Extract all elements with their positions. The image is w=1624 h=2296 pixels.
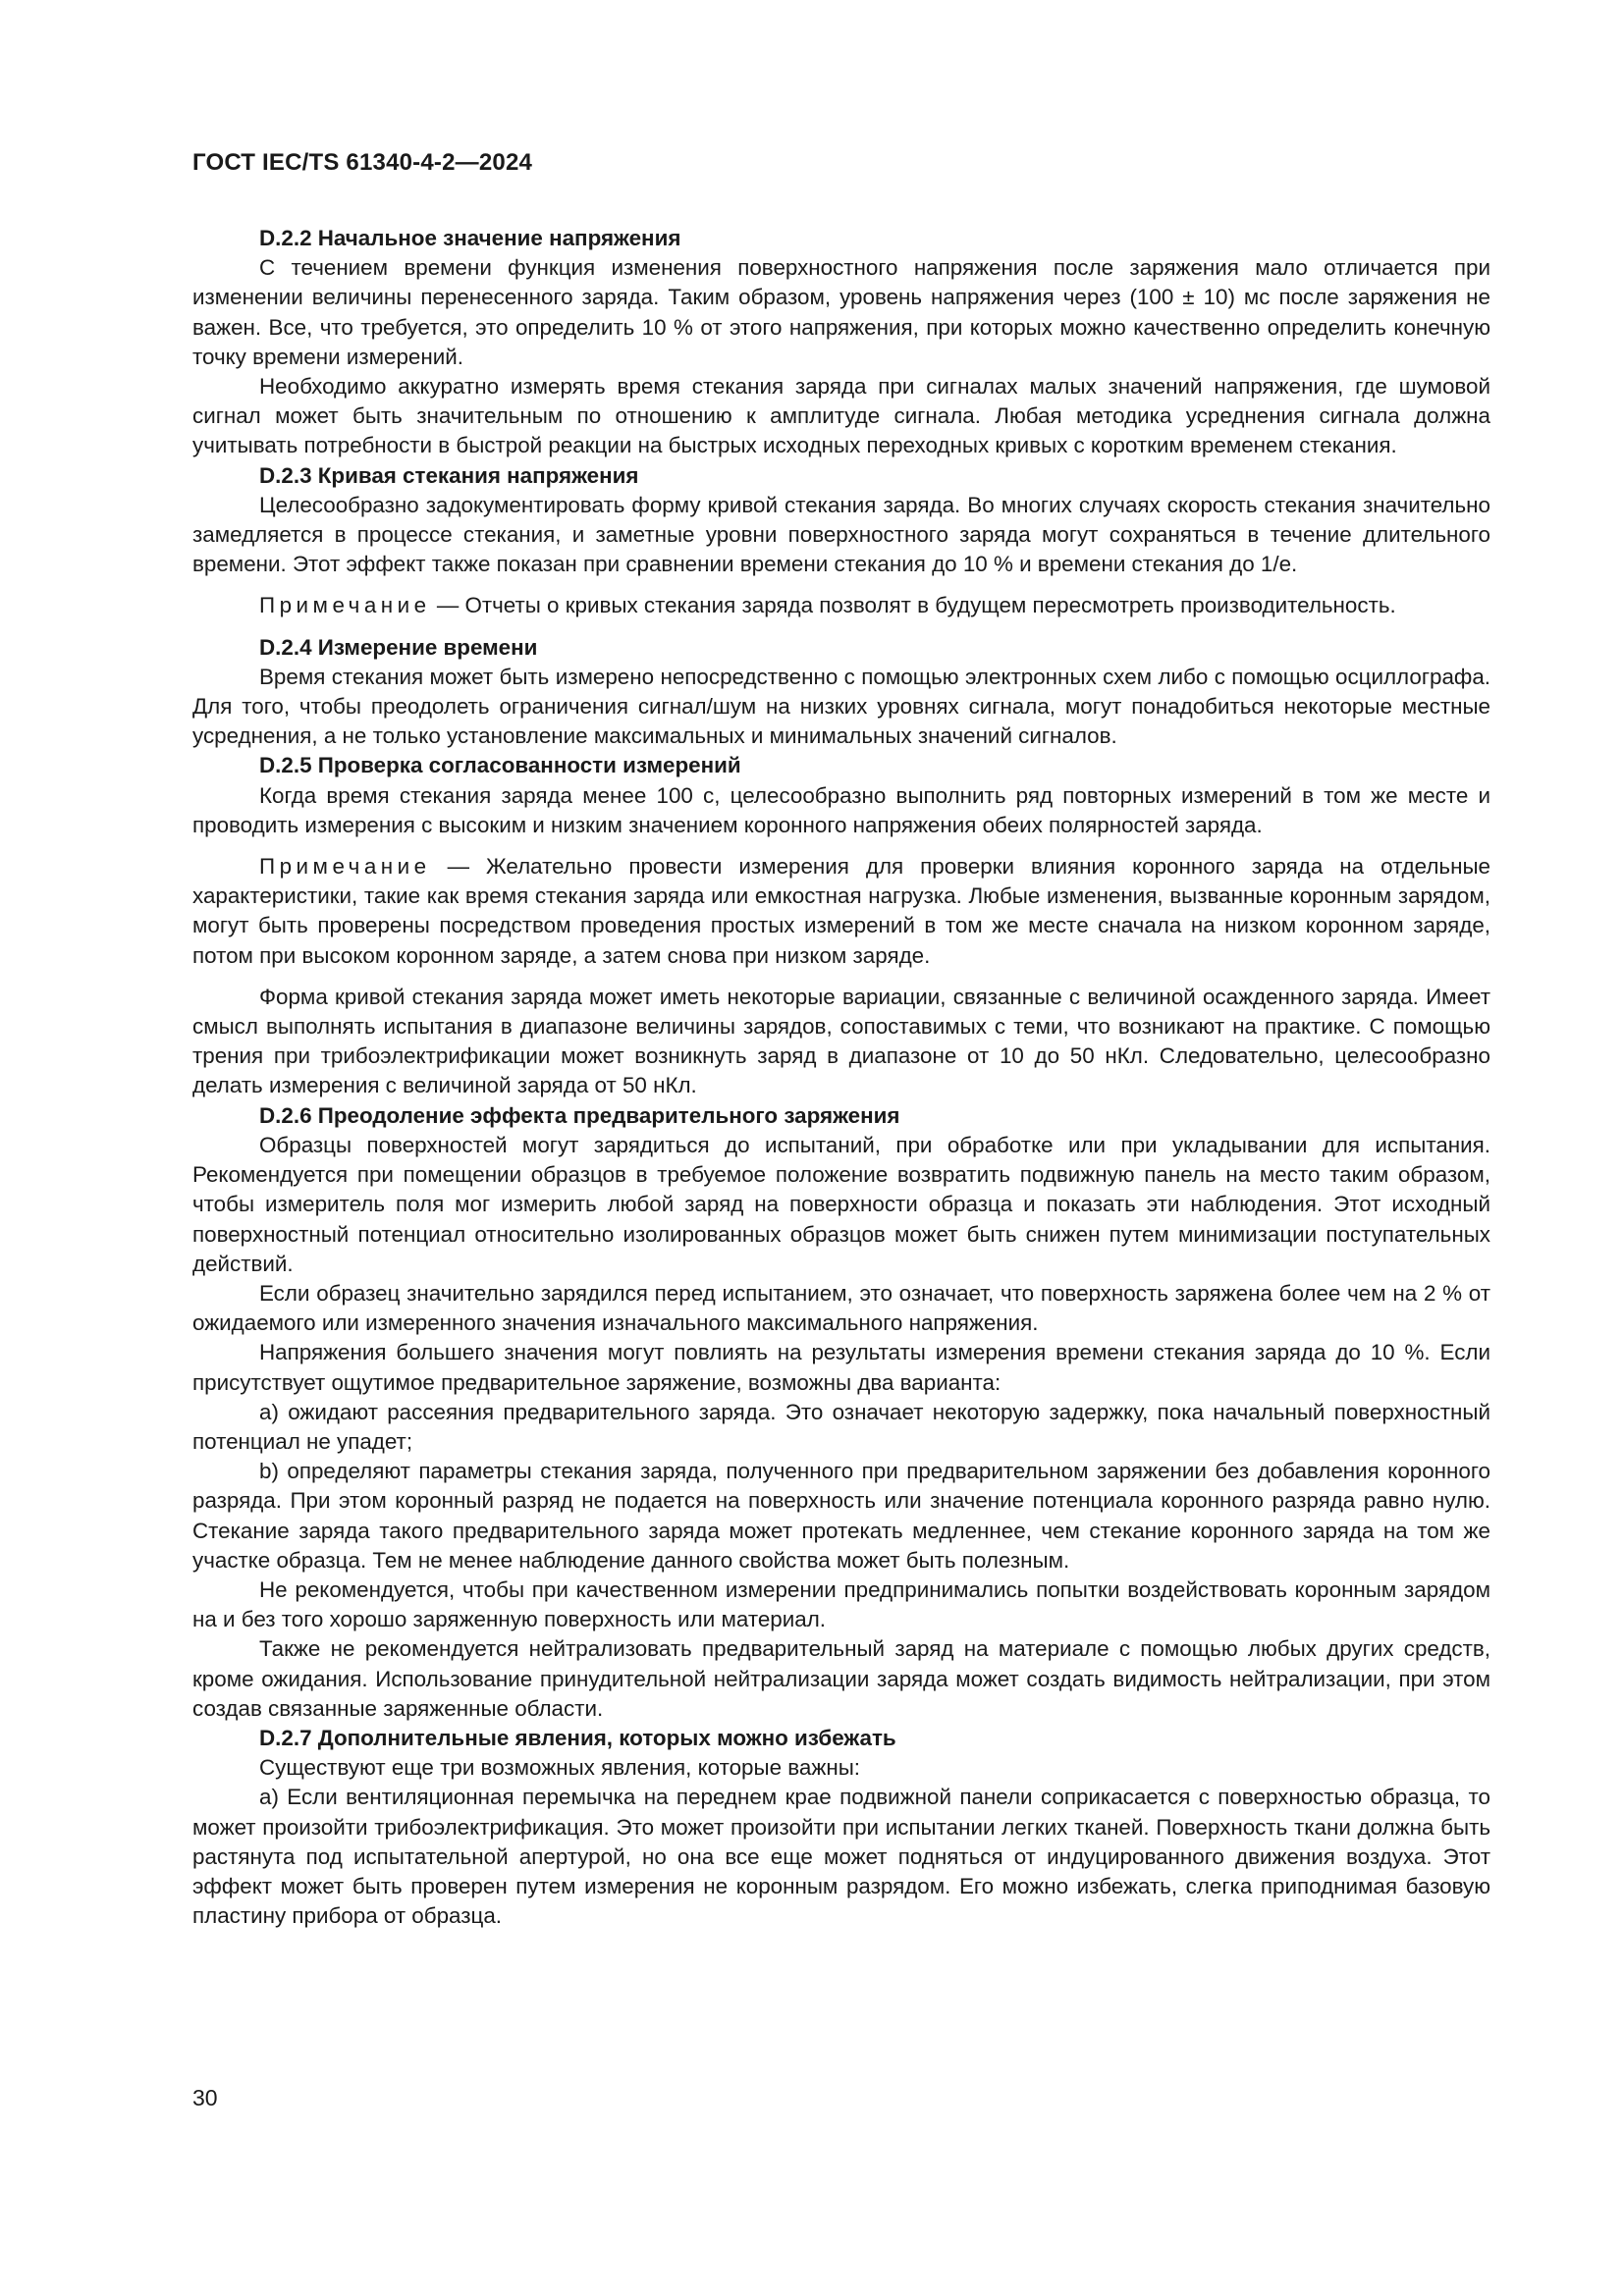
section-heading-d27: D.2.7 Дополнительные явления, которых можно избежать <box>259 1725 896 1750</box>
list-item: b) определяют параметры стекания заряда, полученного при предварительном заряжении без добавления коронного разряда. При этом коронный разряд не подается на поверхность или значение потенциала коронного разряда равно нулю. Стекание заряда такого предварительного заряда может протекать медленнее, чем стекание коронного заряда на том же участке образца. Тем не менее наблюдение данного свойства может быть полезным. <box>192 1459 1490 1573</box>
document-body <box>192 224 1490 1931</box>
paragraph: Образцы поверхностей могут зарядиться до испытаний, при обработке или при укладывании для испытания. Рекомендуется при помещении образцов в требуемое положение возвратить подвижную панель на место таким образом, чтобы измеритель поля мог измерить любой заряд на поверхности образца и показать эти наблюдения. Этот исходный поверхностный потенциал относительно изолированных образцов может быть снижен путем минимизации поступательных действий. <box>192 1132 1490 1276</box>
paragraph: Существуют еще три возможных явления, которые важны: <box>259 1755 861 1781</box>
paragraph: Напряжения большего значения могут повлиять на результаты измерения времени стекания заряда до 10 %. Если присутствует ощутимое предварительное заряжение, возможны два варианта: <box>192 1340 1490 1395</box>
section-heading-d26: D.2.6 Преодоление эффекта предварительного заряжения <box>259 1102 900 1128</box>
paragraph: Также не рекомендуется нейтрализовать предварительный заряд на материале с помощью любых других средств, кроме ожидания. Использование принудительной нейтрализации заряда может создать видимость нейтрализации, при этом создав связанные заряженные области. <box>192 1636 1490 1721</box>
list-item: a) Если вентиляционная перемычка на переднем крае подвижной панели соприкасается с поверхностью образца, то может произойти трибоэлектрификация. Это может произойти при испытании легких тканей. Поверхность ткани должна быть растянута под испытательной апертурой, но она все еще может подняться от индуцированного движения воздуха. Этот эффект может быть проверен путем измерения не коронным разрядом. Его можно избежать, слегка приподнимая базовую пластину прибора от образца. <box>192 1785 1490 1929</box>
note-text: — Отчеты о кривых стекания заряда позволят в будущем пересмотреть производительность. <box>430 593 1396 618</box>
note-label: Примечание <box>259 593 431 618</box>
paragraph: Если образец значительно зарядился перед испытанием, это означает, что поверхность заряжена более чем на 2 % от ожидаемого или измеренного значения изначального максимального напряжения. <box>192 1280 1490 1336</box>
paragraph: Время стекания может быть измерено непосредственно с помощью электронных схем либо с помощью осциллографа. Для того, чтобы преодолеть ограничения сигнал/шум на низких уровнях сигнала, могут понадобиться некоторые местные усреднения, а не только установление максимальных и минимальных значений сигналов. <box>192 664 1490 749</box>
section-heading-d24: D.2.4 Измерение времени <box>259 634 538 660</box>
section-heading-d22: D.2.2 Начальное значение напряжения <box>259 226 681 250</box>
paragraph: Не рекомендуется, чтобы при качественном измерении предпринимались попытки воздействовать коронным зарядом на и без того хорошо заряженную поверхность или материал. <box>192 1576 1490 1632</box>
note-text: — Желательно провести измерения для проверки влияния коронного заряда на отдельные характеристики, такие как время стекания заряда или емкостная нагрузка. Любые изменения, вызванные коронным зарядом, могут быть проверены посредством проведения простых измерений в том же месте сначала на низком коронном заряде, потом при высоком коронном заряде, а затем снова при низком заряде. <box>192 854 1490 968</box>
paragraph: Когда время стекания заряда менее 100 с, целесообразно выполнить ряд повторных измерений в том же месте и проводить измерения с высоким и низким значением коронного напряжения обеих полярностей заряда. <box>192 782 1490 837</box>
section-heading-d25: D.2.5 Проверка согласованности измерений <box>259 753 741 778</box>
page-number: 30 <box>192 2085 218 2110</box>
note <box>192 591 1490 620</box>
paragraph: Необходимо аккуратно измерять время стекания заряда при сигналах малых значений напряжения, где шумовой сигнал может быть значительным по отношению к амплитуде сигнала. Любая методика усреднения сигнала должна учитывать потребности в быстрой реакции на быстрых исходных переходных кривых с коротким временем стекания. <box>192 374 1490 458</box>
paragraph: С течением времени функция изменения поверхностного напряжения после заряжения мало отличается при изменении величины перенесенного заряда. Таким образом, уровень напряжения через (100 ± 10) мс после заряжения не важен. Все, что требуется, это определить 10 % от этого напряжения, при которых можно качественно определить конечную точку времени измерений. <box>192 255 1490 369</box>
paragraph: Целесообразно задокументировать форму кривой стекания заряда. Во многих случаях скорость стекания значительно замедляется в процессе стекания, и заметные уровни поверхностного заряда могут сохраняться в течение длительного времени. Этот эффект также показан при сравнении времени стекания до 10 % и времени стекания до 1/e. <box>192 492 1490 577</box>
note-label: Примечание <box>259 854 431 880</box>
document-header: ГОСТ IEC/TS 61340-4-2—2024 <box>192 149 533 176</box>
section-heading-d23: D.2.3 Кривая стекания напряжения <box>259 462 639 488</box>
note <box>192 852 1490 971</box>
list-item: a) ожидают рассеяния предварительного заряда. Это означает некоторую задержку, пока начальный поверхностный потенциал не упадет; <box>192 1399 1490 1454</box>
paragraph: Форма кривой стекания заряда может иметь некоторые вариации, связанные с величиной осажденного заряда. Имеет смысл выполнять испытания в диапазоне величины зарядов, сопоставимых с теми, что возникают на практике. С помощью трения при трибоэлектрификации может возникнуть заряд в диапазоне от 10 до 50 нКл. Следовательно, целесообразно делать измерения с величиной заряда от 50 нКл. <box>192 984 1490 1098</box>
